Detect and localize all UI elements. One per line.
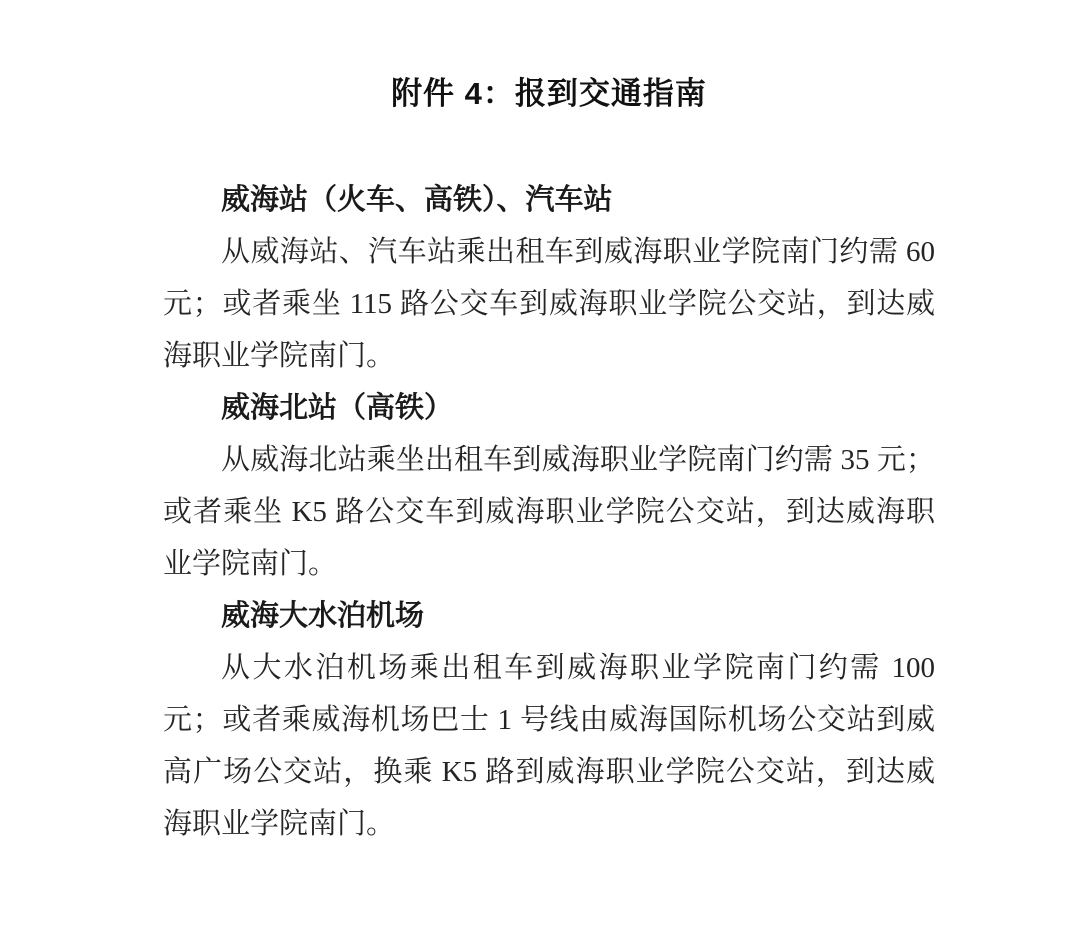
section-heading-weihai-station: 威海站（火车、高铁）、汽车站 [221,184,613,216]
section-paragraph-dashuibo-airport: 从大水泊机场乘出租车到威海职业学院南门约需 100 元；或者乘威海机场巴士 1 号线由威海国际机场公交站到威高广场公交站，换乘 K5 路到威海职业学院公交站，到达威海职业学院南门。 [163,652,935,840]
section-heading-dashuibo-airport: 威海大水泊机场 [221,600,425,632]
section-dashuibo-airport [163,590,935,850]
section-heading-weihai-north-station: 威海北站（高铁） [221,392,454,424]
document-title: 附件 4：报到交通指南 [391,76,707,111]
section-weihai-north-station [163,382,935,590]
section-paragraph-weihai-north-station: 从威海北站乘坐出租车到威海职业学院南门约需 35 元；或者乘坐 K5 路公交车到威海职业学院公交站，到达威海职业学院南门。 [163,444,935,580]
section-weihai-station [163,174,935,382]
section-paragraph-weihai-station: 从威海站、汽车站乘出租车到威海职业学院南门约需 60 元；或者乘坐 115 路公交车到威海职业学院公交站，到达威海职业学院南门。 [163,236,935,372]
